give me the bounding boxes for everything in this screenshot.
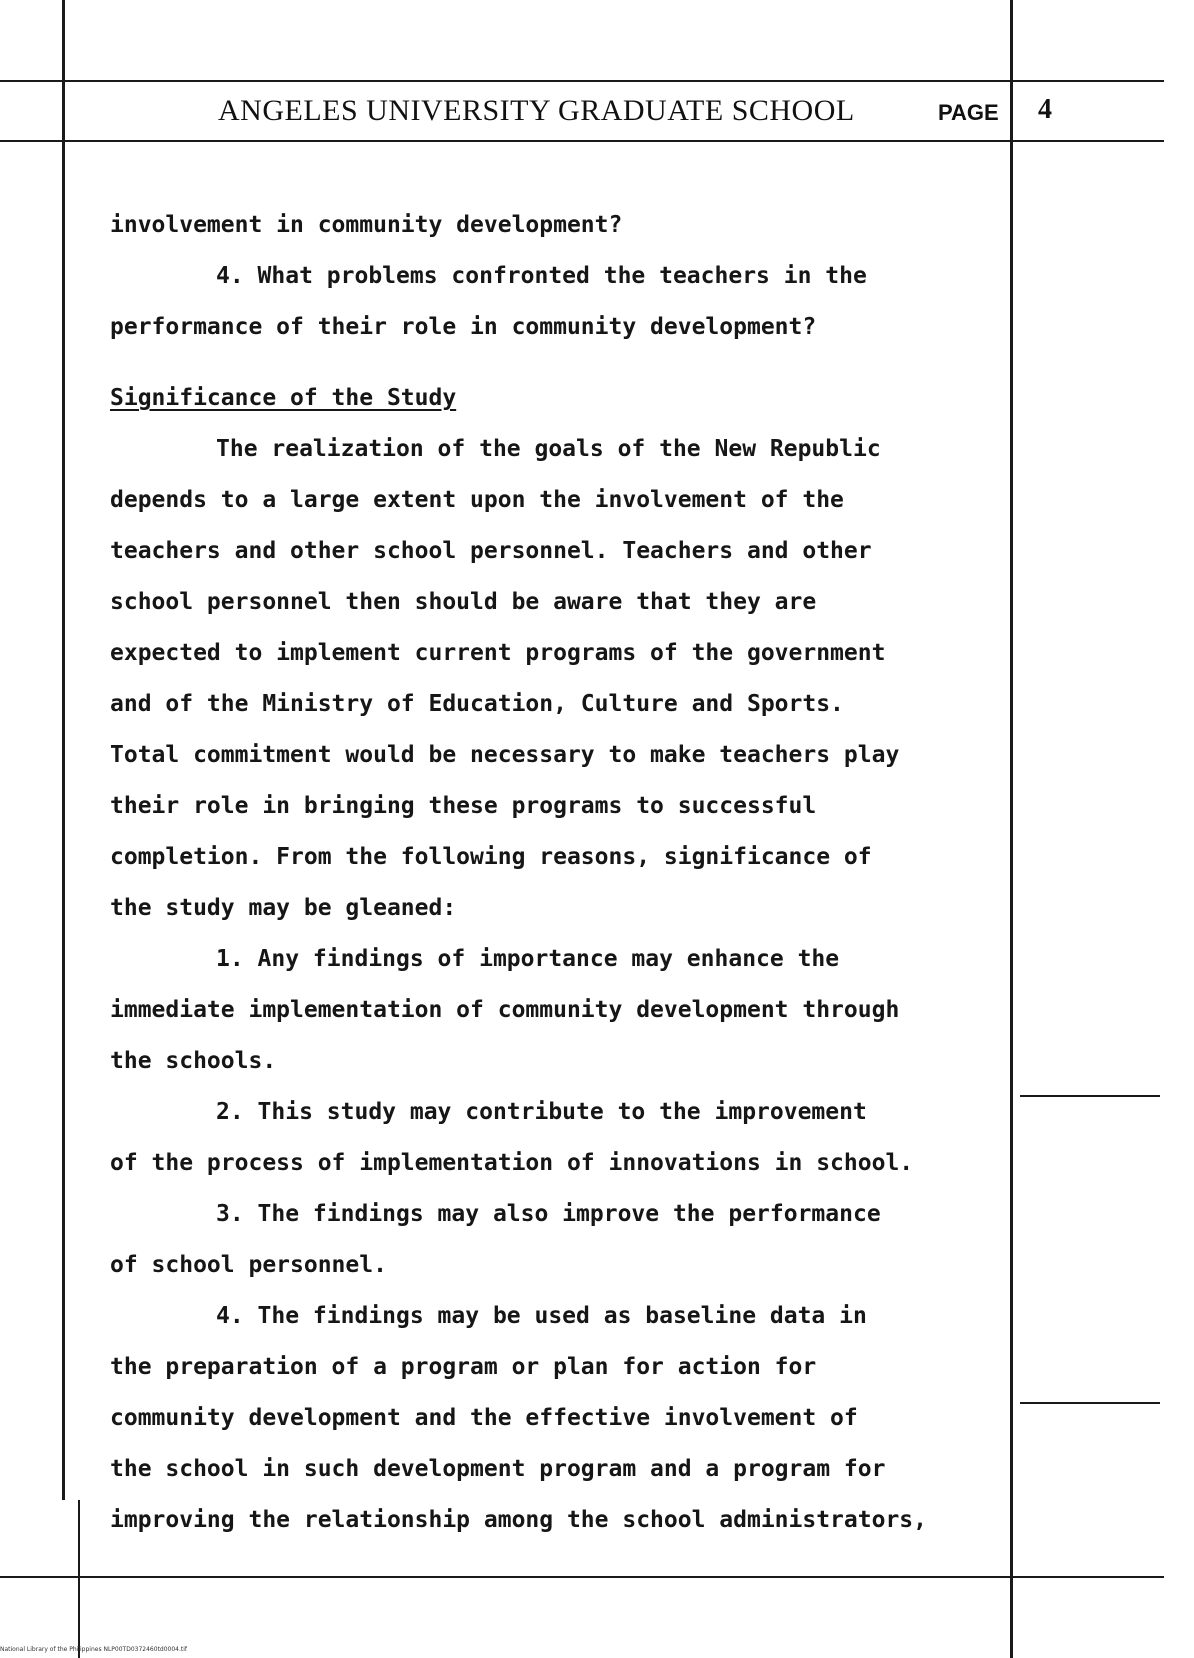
header-title: ANGELES UNIVERSITY GRADUATE SCHOOL <box>218 94 855 127</box>
text-line: performance of their role in community development? <box>110 314 817 340</box>
section-heading: Significance of the Study <box>110 385 457 411</box>
margin-tick-lower <box>1020 1402 1160 1404</box>
scan-credit: National Library of the Philippines NLP00TD0372460td0004.tif <box>0 1646 188 1653</box>
footer-rule <box>0 1576 1164 1578</box>
left-margin-rule <box>62 0 65 1500</box>
text-line: the study may be gleaned: <box>110 895 457 921</box>
list-item: 1. Any findings of importance may enhance the <box>216 946 840 972</box>
text-line: and of the Ministry of Education, Culture and Sports. <box>110 691 844 717</box>
text-line: of the process of implementation of innovations in school. <box>110 1150 914 1176</box>
text-line: school personnel then should be aware that they are <box>110 589 817 615</box>
header-page-number: 4 <box>1038 94 1052 125</box>
left-margin-rule-lower <box>78 1500 80 1658</box>
list-item: 3. The findings may also improve the performance <box>216 1201 881 1227</box>
text-line: involvement in community development? <box>110 212 623 238</box>
text-line: teachers and other school personnel. Teachers and other <box>110 538 872 564</box>
list-item: 2. This study may contribute to the improvement <box>216 1099 867 1125</box>
text-line: depends to a large extent upon the involvement of the <box>110 487 844 513</box>
margin-tick-upper <box>1020 1095 1160 1097</box>
text-line: community development and the effective involvement of <box>110 1405 858 1431</box>
text-line: Total commitment would be necessary to make teachers play <box>110 742 900 768</box>
text-line: of school personnel. <box>110 1252 387 1278</box>
text-line: improving the relationship among the school administrators, <box>110 1507 927 1533</box>
header-top-rule <box>0 80 1164 82</box>
header-page-label: PAGE <box>938 100 999 125</box>
text-line: immediate implementation of community development through <box>110 997 900 1023</box>
list-item: 4. The findings may be used as baseline data in <box>216 1303 867 1329</box>
text-line: the preparation of a program or plan for action for <box>110 1354 817 1380</box>
document-body <box>110 200 1040 1546</box>
text-line: their role in bringing these programs to successful <box>110 793 817 819</box>
text-line: completion. From the following reasons, significance of <box>110 844 872 870</box>
text-line: the school in such development program and a program for <box>110 1456 886 1482</box>
text-line: expected to implement current programs of the government <box>110 640 886 666</box>
text-line: the schools. <box>110 1048 277 1074</box>
text-line: The realization of the goals of the New Republic <box>216 436 881 462</box>
text-line: 4. What problems confronted the teachers in the <box>216 263 867 289</box>
header-bottom-rule <box>0 140 1164 142</box>
